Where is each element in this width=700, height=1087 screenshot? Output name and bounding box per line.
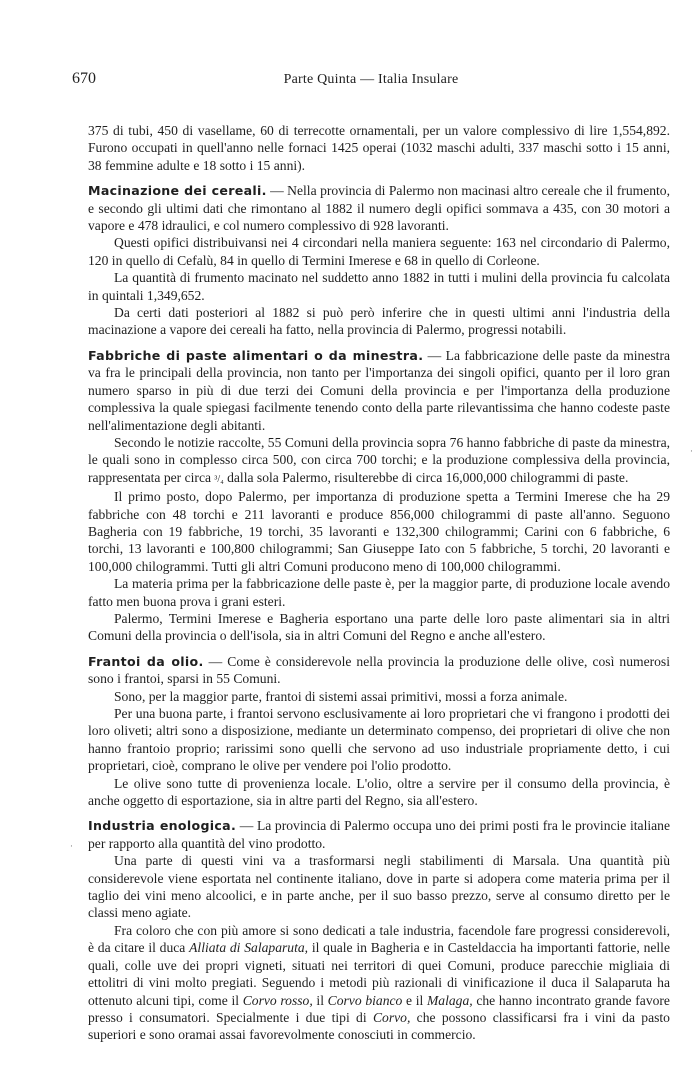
paragraph-text: — Nella provincia di Palermo non macinasi altro cereale che il frumento, e secondo gli ultimi dati che rimontano al 1882 il numero degli opifici sommava a 435, con 30 motori a vapore e 478 idraulici, e col numero complessivo di 928 lavoranti.: [88, 183, 670, 234]
section-heading: Frantoi da olio.: [88, 653, 204, 669]
margin-mark: ·: [70, 842, 73, 852]
paragraph-text: — La fabbricazione delle paste da minestra va fra le principali della provincia, non tanto per l'importanza dei singoli opifici, quanto per il loro gran numero sparso in più di due terzi dei Comuni della provincia e per l'importanza della produzione complessiva la quale spiegasi facilmente tenendo conto della parte rilevantissima che hanno codeste paste nell'alimentazione degli abitanti.: [88, 347, 671, 433]
body-text: [88, 122, 670, 1044]
section-heading: Industria enologica.: [88, 818, 237, 834]
italic-wine-name: Corvo,: [372, 1009, 411, 1025]
section-fabbriche: [88, 347, 670, 434]
paragraph-text: Secondo le notizie raccolte, 55 Comuni della provincia sopra 76 hanno fabbriche di paste da minestra, le quali sono in complesso circa 500, con circa 700 torchi; e la produzione complessiva della provincia, rappresentata per circa: [88, 434, 670, 485]
paragraph: La quantità di frumento macinato nel suddetto anno 1882 in tutti i mulini della provincia fu calcolata in quintali 1,349,652.: [88, 270, 670, 303]
paragraph: [88, 434, 670, 488]
fraction: ³/₄: [214, 473, 224, 485]
paragraph-text: dalla sola Palermo, risulterebbe di circa 16,000,000 chilogrammi di paste.: [223, 469, 629, 485]
paragraph: Sono, per la maggior parte, frantoi di sistemi assai primitivi, mossi a forza animale.: [114, 688, 568, 704]
paragraph: Il primo posto, dopo Palermo, per importanza di produzione spetta a Termini Imerese che ha 29 fabbriche con 48 torchi e 211 lavoranti e produce 856,000 chilogrammi di paste all'anno. Seguono Bagheria con 19 fabbriche, 19 torchi, 35 lavoranti e 132,300 chilogrammi; Carini con 6 fabbriche, 6 torchi, 13 lavoranti e 100,800 chilogrammi; San Giuseppe Iato con 5 fabbriche, 5 torchi, 20 lavoranti e 100,000 chilogrammi. Tutti gli altri Comuni producono meno di 100,000 chilogrammi.: [88, 489, 670, 574]
italic-wine-name: Corvo rosso,: [242, 992, 313, 1008]
paragraph: La materia prima per la fabbricazione delle paste è, per la maggior parte, di produzione locale avendo fatto men buona prova i grani esteri.: [88, 576, 670, 609]
paragraph: Le olive sono tutte di provenienza locale. L'olio, oltre a servire per il consumo della provincia, è anche oggetto di esportazione, sia in altre parti del Regno, sia all'estero.: [88, 775, 670, 809]
paragraph-text: che hanno incontrato grande favore presso i consumatori. Specialmente i due tipi di: [88, 992, 670, 1025]
page-header: [72, 70, 670, 94]
section-frantoi: [88, 653, 670, 688]
paragraph-text: — La provincia di Palermo occupa uno dei primi posti fra le provincie italiane per rapporto alla quantità del vino prodotto.: [88, 818, 670, 851]
paragraph-text: — Come è considerevole nella provincia la produzione delle olive, così numerosi sono i frantoi, sparsi in 55 Comuni.: [88, 653, 670, 687]
section-heading: Fabbriche di paste alimentari o da minestra.: [88, 347, 424, 363]
section-enologica: [88, 817, 670, 852]
paragraph-text: Fra coloro che con più amore si sono dedicati a tale industria, facendole fare progressi considerevoli, è da citare il duca: [88, 922, 670, 956]
paragraph: Per una buona parte, i frantoi servono esclusivamente ai loro proprietari che vi frangono i prodotti dei loro oliveti; altri sono a disposizione, mediante un determinato compenso, dei proprietari di olive che non hanno frantoio proprio; rarissimi sono quelli che servono ad uso industriale propriamente detto, i cui proprietari, cioè, comprano le olive per vendere poi l'olio prodotto.: [88, 706, 670, 774]
paragraph: 375 di tubi, 450 di vasellame, 60 di terrecotte ornamentali, per un valore complessivo di lire 1,554,892. Furono occupati in quell'anno nelle fornaci 1425 operai (1032 maschi adulti, 337 maschi sotto i 15 anni, 38 femmine adulte e 18 sotto i 15 anni).: [88, 123, 670, 173]
paragraph-text: il quale in Bagheria e in Casteldaccia ha importanti fattorie, nelle quali, colle uve dei propri vigneti, situati nei territori di quei Comuni, produce parecchie migliaia di ettolitri di vini molto pregiati. Seguendo i metodi più razionali di vinificazione il duca il Salaparuta ha ottenuto alcuni tipi, come il: [88, 940, 670, 1008]
paragraph-text: il: [312, 992, 328, 1008]
margin-mark: ·: [690, 447, 693, 457]
page-number: 670: [72, 70, 96, 87]
paragraph-text: che possono classificarsi fra i vini da pasto superiori e sono oramai assai favorevolmente conosciuti in commercio.: [88, 1009, 670, 1043]
paragraph: Una parte di questi vini va a trasformarsi negli stabilimenti di Marsala. Una quantità più considerevole viene esportata nel continente italiano, dove in parte si adopera come materia prima per il taglio dei vini meno alcoolici, e in parte anche, per il suo basso prezzo, serve al consumo diretto per le classi meno agiate.: [88, 853, 670, 921]
paragraph: Questi opifici distribuivansi nei 4 circondari nella maniera seguente: 163 nel circondario di Palermo, 120 in quello di Cefalù, 84 in quello di Termini Imerese e 68 in quello di Corleone.: [88, 235, 670, 268]
paragraph: Palermo, Termini Imerese e Bagheria esportano una parte delle loro paste alimentari sia in altri Comuni della provincia o dell'isola, sia in altri Comuni del Regno e anche all'estero.: [88, 610, 670, 644]
running-title: Parte Quinta — Italia Insulare: [283, 72, 459, 87]
section-heading: Macinazione dei cereali.: [88, 183, 267, 199]
paragraph: Da certi dati posteriori al 1882 si può però inferire che in questi ultimi anni l'industria della macinazione a vapore dei cereali ha fatto, nella provincia di Palermo, progressi notabili.: [88, 305, 670, 338]
italic-wine-name: Corvo bianco: [327, 992, 403, 1008]
italic-wine-name: Malaga,: [426, 992, 473, 1008]
paragraph-text: e il: [402, 992, 427, 1008]
section-macinazione: [88, 182, 670, 234]
italic-name: Alliata di Salaparuta,: [189, 940, 309, 956]
paragraph: [88, 922, 670, 1044]
